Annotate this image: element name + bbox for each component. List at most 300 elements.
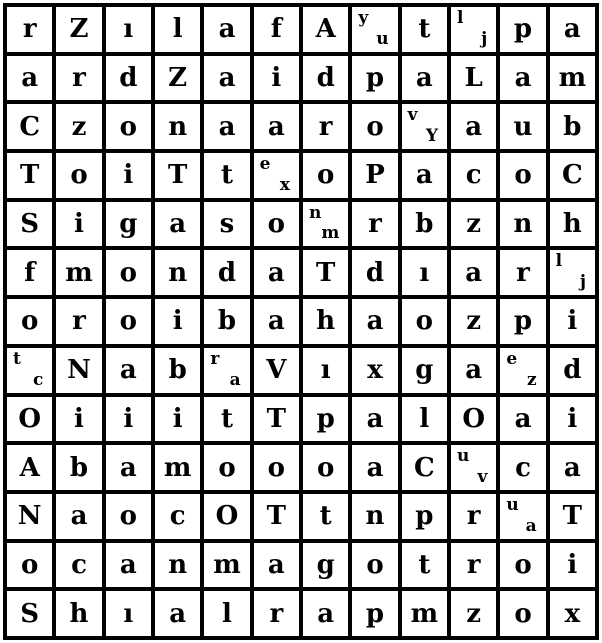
grid-cell[interactable]: [451, 202, 496, 247]
grid-cell[interactable]: [451, 348, 496, 393]
grid-cell[interactable]: [204, 543, 249, 588]
cell-letter: a: [267, 111, 285, 142]
grid-cell[interactable]: [155, 397, 200, 442]
grid-cell[interactable]: [155, 348, 200, 393]
grid-cell[interactable]: [500, 348, 545, 393]
grid-cell[interactable]: [254, 56, 299, 101]
grid-cell[interactable]: [451, 7, 496, 52]
cell-letter: a: [119, 355, 137, 386]
grid-cell[interactable]: [500, 7, 545, 52]
grid-cell[interactable]: [254, 543, 299, 588]
cell-letter: o: [366, 111, 384, 142]
grid-cell[interactable]: [402, 202, 447, 247]
grid-cell[interactable]: [550, 250, 595, 295]
grid-cell[interactable]: [204, 494, 249, 539]
grid-cell[interactable]: [303, 56, 348, 101]
cell-letter: S: [20, 209, 40, 240]
grid-cell[interactable]: [451, 56, 496, 101]
grid-cell[interactable]: [204, 56, 249, 101]
cell-letter: i: [172, 403, 183, 434]
cell-letter: c: [465, 160, 482, 191]
cell-letter-lower: m: [321, 223, 340, 244]
grid-cell[interactable]: [56, 591, 101, 636]
grid-cell[interactable]: [500, 104, 545, 149]
cell-letter: n: [513, 209, 533, 240]
grid-cell[interactable]: [352, 153, 397, 198]
grid-cell[interactable]: [7, 104, 52, 149]
grid-cell[interactable]: [550, 7, 595, 52]
cell-letter: a: [563, 14, 581, 45]
cell-letter: a: [366, 403, 384, 434]
grid-cell[interactable]: [500, 153, 545, 198]
cell-letter: o: [20, 306, 39, 337]
cell-letter: A: [315, 14, 336, 45]
grid-cell[interactable]: [402, 250, 447, 295]
grid-cell[interactable]: [106, 494, 151, 539]
cell-letter: z: [466, 209, 482, 240]
grid-cell[interactable]: [204, 591, 249, 636]
grid-cell[interactable]: [7, 7, 52, 52]
letter-grid: [3, 3, 599, 640]
grid-cell[interactable]: [254, 104, 299, 149]
cell-letter: g: [415, 355, 434, 386]
cell-letter: n: [168, 257, 188, 288]
cell-letter-upper: r: [210, 348, 220, 369]
cell-letter: x: [564, 598, 581, 629]
grid-cell[interactable]: [451, 543, 496, 588]
cell-letter: d: [217, 257, 237, 288]
grid-cell[interactable]: [352, 56, 397, 101]
cell-letter: c: [71, 549, 87, 580]
grid-cell[interactable]: [7, 591, 52, 636]
grid-cell[interactable]: [451, 104, 496, 149]
grid-cell[interactable]: [352, 202, 397, 247]
grid-cell[interactable]: [500, 250, 545, 295]
grid-cell[interactable]: [106, 104, 151, 149]
grid-cell[interactable]: [7, 445, 52, 490]
grid-cell[interactable]: [303, 543, 348, 588]
grid-cell[interactable]: [352, 494, 397, 539]
cell-letter: a: [267, 549, 285, 580]
cell-letter: i: [271, 63, 282, 94]
grid-cell[interactable]: [451, 591, 496, 636]
cell-letter: o: [119, 306, 137, 337]
grid-cell[interactable]: [56, 153, 101, 198]
grid-cell[interactable]: [303, 7, 348, 52]
grid-cell[interactable]: [254, 7, 299, 52]
grid-cell[interactable]: [303, 494, 348, 539]
grid-cell[interactable]: [303, 445, 348, 490]
grid-cell[interactable]: [106, 202, 151, 247]
cell-letter: a: [21, 63, 39, 94]
cell-letter: n: [168, 549, 188, 580]
grid-cell[interactable]: [155, 299, 200, 344]
cell-letter: i: [123, 403, 134, 434]
cell-letter-upper: l: [456, 8, 464, 28]
grid-cell[interactable]: [106, 56, 151, 101]
grid-cell[interactable]: [550, 543, 595, 588]
grid-cell[interactable]: [550, 348, 595, 393]
grid-cell[interactable]: [451, 250, 496, 295]
cell-letter: ı: [320, 355, 331, 386]
grid-cell[interactable]: [451, 397, 496, 442]
cell-letter: a: [317, 598, 335, 629]
grid-cell[interactable]: [303, 202, 348, 247]
cell-letter: z: [466, 306, 482, 337]
cell-letter: ı: [419, 257, 430, 288]
grid-cell[interactable]: [352, 250, 397, 295]
grid-cell[interactable]: [500, 299, 545, 344]
grid-cell[interactable]: [402, 56, 447, 101]
grid-cell[interactable]: [155, 7, 200, 52]
grid-cell[interactable]: [254, 299, 299, 344]
cell-letter: r: [318, 111, 333, 142]
grid-cell[interactable]: [303, 153, 348, 198]
cell-letter: p: [365, 63, 385, 94]
cell-letter: n: [168, 111, 188, 142]
cell-letter: o: [366, 549, 384, 580]
cell-letter: g: [316, 549, 335, 580]
cell-letter: r: [466, 549, 481, 580]
cell-letter: i: [74, 403, 84, 434]
grid-cell[interactable]: [254, 591, 299, 636]
grid-cell[interactable]: [254, 250, 299, 295]
grid-cell[interactable]: [56, 445, 101, 490]
grid-cell[interactable]: [550, 445, 595, 490]
grid-cell[interactable]: [204, 397, 249, 442]
grid-cell[interactable]: [352, 397, 397, 442]
cell-letter: f: [270, 14, 282, 45]
cell-letter: p: [415, 501, 434, 532]
cell-letter: a: [514, 403, 532, 434]
cell-letter: a: [267, 306, 285, 337]
grid-cell[interactable]: [352, 348, 397, 393]
grid-cell[interactable]: [106, 153, 151, 198]
cell-letter: c: [515, 452, 531, 483]
grid-cell[interactable]: [7, 299, 52, 344]
cell-letter: a: [366, 452, 384, 483]
cell-letter-lower: z: [527, 369, 537, 390]
cell-letter: a: [218, 63, 236, 94]
cell-letter: T: [562, 501, 582, 532]
grid-cell[interactable]: [7, 494, 52, 539]
grid-cell[interactable]: [204, 250, 249, 295]
cell-letter: o: [316, 452, 335, 483]
grid-cell[interactable]: [204, 299, 249, 344]
grid-cell[interactable]: [402, 445, 447, 490]
grid-cell[interactable]: [106, 7, 151, 52]
cell-letter: a: [169, 598, 187, 629]
cell-letter: o: [514, 598, 532, 629]
grid-cell[interactable]: [155, 445, 200, 490]
cell-letter: O: [215, 501, 239, 532]
cell-letter: m: [163, 452, 192, 483]
cell-letter: s: [219, 209, 235, 240]
grid-cell[interactable]: [56, 543, 101, 588]
grid-cell[interactable]: [204, 153, 249, 198]
grid-cell[interactable]: [352, 543, 397, 588]
cell-letter: t: [220, 403, 233, 434]
grid-cell[interactable]: [550, 299, 595, 344]
cell-letter: r: [516, 257, 530, 288]
cell-letter: a: [514, 63, 532, 94]
cell-letter: C: [19, 111, 41, 142]
grid-cell[interactable]: [7, 250, 52, 295]
cell-letter: i: [567, 403, 578, 434]
cell-letter-upper: t: [13, 348, 21, 369]
grid-cell[interactable]: [303, 250, 348, 295]
grid-cell[interactable]: [204, 104, 249, 149]
cell-letter: T: [266, 501, 286, 532]
cell-letter-lower: c: [32, 369, 44, 390]
grid-cell[interactable]: [56, 299, 101, 344]
grid-cell[interactable]: [106, 299, 151, 344]
cell-letter: b: [69, 452, 89, 483]
grid-cell[interactable]: [56, 348, 101, 393]
cell-letter: n: [365, 501, 385, 532]
cell-letter: o: [267, 209, 285, 240]
cell-letter: i: [567, 549, 578, 580]
cell-letter: o: [20, 549, 39, 580]
cell-letter-upper: u: [506, 494, 519, 515]
cell-letter: C: [561, 160, 583, 191]
grid-cell[interactable]: [106, 445, 151, 490]
grid-cell[interactable]: [352, 445, 397, 490]
grid-cell[interactable]: [402, 104, 447, 149]
cell-letter-upper: y: [358, 8, 369, 28]
grid-cell[interactable]: [155, 153, 200, 198]
grid-cell[interactable]: [106, 543, 151, 588]
cell-letter: m: [213, 549, 241, 580]
grid-cell[interactable]: [106, 591, 151, 636]
cell-letter: o: [119, 501, 137, 532]
grid-cell[interactable]: [303, 397, 348, 442]
cell-letter: a: [563, 452, 581, 483]
grid-cell[interactable]: [402, 494, 447, 539]
cell-letter: T: [19, 160, 40, 191]
grid-cell[interactable]: [254, 348, 299, 393]
cell-letter: m: [558, 63, 587, 94]
cell-letter: o: [415, 306, 433, 337]
cell-letter: N: [17, 501, 42, 532]
cell-letter-upper: v: [407, 105, 418, 126]
cell-letter: C: [413, 452, 435, 483]
cell-letter: N: [67, 355, 91, 386]
cell-letter-upper: n: [308, 202, 322, 223]
grid-cell[interactable]: [352, 299, 397, 344]
grid-cell[interactable]: [254, 202, 299, 247]
grid-cell[interactable]: [155, 202, 200, 247]
grid-cell[interactable]: [402, 7, 447, 52]
grid-cell[interactable]: [106, 348, 151, 393]
grid-cell[interactable]: [402, 348, 447, 393]
cell-letter: o: [119, 257, 137, 288]
cell-letter: p: [365, 598, 385, 629]
cell-letter: i: [74, 209, 84, 240]
cell-letter: Z: [69, 14, 89, 45]
cell-letter: o: [119, 111, 137, 142]
cell-letter: r: [72, 63, 86, 94]
grid-cell[interactable]: [500, 56, 545, 101]
cell-letter: T: [266, 403, 286, 434]
grid-cell[interactable]: [303, 104, 348, 149]
grid-cell[interactable]: [56, 56, 101, 101]
cell-letter: ı: [123, 14, 134, 45]
cell-letter: a: [267, 257, 285, 288]
grid-cell[interactable]: [155, 543, 200, 588]
cell-letter-upper: e: [506, 348, 518, 369]
grid-cell[interactable]: [204, 202, 249, 247]
cell-letter: d: [563, 355, 582, 386]
cell-letter: b: [168, 355, 187, 386]
cell-letter: T: [315, 257, 336, 288]
cell-letter: t: [319, 501, 332, 532]
grid-cell[interactable]: [550, 104, 595, 149]
grid-cell[interactable]: [402, 543, 447, 588]
cell-letter: x: [367, 355, 383, 386]
cell-letter: O: [462, 403, 485, 434]
cell-letter-lower: v: [477, 466, 488, 487]
cell-letter: a: [415, 160, 433, 191]
grid-cell[interactable]: [402, 591, 447, 636]
grid-cell[interactable]: [106, 397, 151, 442]
grid-cell[interactable]: [254, 153, 299, 198]
cell-letter: V: [266, 355, 287, 386]
grid-cell[interactable]: [500, 202, 545, 247]
cell-letter: m: [410, 598, 439, 629]
grid-cell[interactable]: [402, 397, 447, 442]
cell-letter: p: [513, 14, 533, 45]
grid-cell[interactable]: [7, 397, 52, 442]
grid-cell[interactable]: [254, 445, 299, 490]
cell-letter: l: [222, 598, 232, 629]
grid-cell[interactable]: [402, 299, 447, 344]
grid-cell[interactable]: [352, 591, 397, 636]
cell-letter: T: [167, 160, 188, 191]
grid-cell[interactable]: [56, 494, 101, 539]
grid-cell[interactable]: [7, 202, 52, 247]
cell-letter: S: [20, 598, 40, 629]
grid-cell[interactable]: [550, 591, 595, 636]
cell-letter: z: [466, 598, 482, 629]
cell-letter-lower: j: [481, 28, 488, 49]
grid-cell[interactable]: [7, 348, 52, 393]
grid-cell[interactable]: [500, 543, 545, 588]
grid-cell[interactable]: [500, 494, 545, 539]
grid-cell[interactable]: [550, 153, 595, 198]
cell-letter: a: [465, 355, 483, 386]
grid-cell[interactable]: [7, 543, 52, 588]
cell-letter: d: [365, 257, 385, 288]
cell-letter: d: [316, 63, 335, 94]
grid-cell[interactable]: [204, 348, 249, 393]
cell-letter-lower: u: [376, 28, 389, 49]
grid-cell[interactable]: [204, 7, 249, 52]
grid-cell[interactable]: [303, 591, 348, 636]
grid-cell[interactable]: [56, 7, 101, 52]
grid-cell[interactable]: [451, 299, 496, 344]
cell-letter: r: [466, 501, 481, 532]
grid-cell[interactable]: [7, 56, 52, 101]
cell-letter: o: [514, 549, 532, 580]
grid-cell[interactable]: [550, 56, 595, 101]
grid-cell[interactable]: [402, 153, 447, 198]
grid-cell[interactable]: [451, 494, 496, 539]
cell-letter: a: [119, 549, 137, 580]
grid-cell[interactable]: [352, 7, 397, 52]
grid-cell[interactable]: [56, 104, 101, 149]
cell-letter: u: [513, 111, 533, 142]
cell-letter: a: [169, 209, 187, 240]
cell-letter: t: [418, 14, 431, 45]
cell-letter: a: [366, 306, 384, 337]
cell-letter: ı: [123, 598, 134, 629]
cell-letter: Z: [168, 63, 188, 94]
cell-letter: h: [69, 598, 89, 629]
cell-letter: a: [218, 14, 236, 45]
cell-letter: P: [365, 160, 385, 191]
grid-cell[interactable]: [451, 445, 496, 490]
grid-cell[interactable]: [56, 250, 101, 295]
grid-cell[interactable]: [155, 591, 200, 636]
grid-cell[interactable]: [56, 397, 101, 442]
cell-letter-lower: a: [525, 515, 537, 536]
grid-cell[interactable]: [254, 397, 299, 442]
cell-letter: l: [172, 14, 183, 45]
cell-letter: t: [220, 160, 233, 191]
cell-letter-lower: j: [579, 272, 586, 293]
grid-cell[interactable]: [303, 299, 348, 344]
cell-letter: m: [65, 257, 93, 288]
cell-letter: b: [217, 306, 237, 337]
cell-letter: a: [70, 501, 88, 532]
grid-cell[interactable]: [451, 153, 496, 198]
grid-cell[interactable]: [550, 202, 595, 247]
grid-cell[interactable]: [155, 56, 200, 101]
cell-letter: o: [70, 160, 88, 191]
grid-cell[interactable]: [155, 104, 200, 149]
cell-letter: o: [316, 160, 335, 191]
grid-cell[interactable]: [500, 397, 545, 442]
cell-letter: l: [419, 403, 430, 434]
grid-cell[interactable]: [303, 348, 348, 393]
grid-cell[interactable]: [550, 494, 595, 539]
grid-cell[interactable]: [500, 445, 545, 490]
grid-cell[interactable]: [56, 202, 101, 247]
grid-cell[interactable]: [352, 104, 397, 149]
cell-letter: g: [119, 209, 138, 240]
grid-cell[interactable]: [106, 250, 151, 295]
grid-cell[interactable]: [254, 494, 299, 539]
cell-letter: o: [267, 452, 285, 483]
grid-cell[interactable]: [155, 494, 200, 539]
cell-letter: h: [562, 209, 582, 240]
grid-cell[interactable]: [550, 397, 595, 442]
grid-cell[interactable]: [155, 250, 200, 295]
cell-letter: i: [172, 306, 183, 337]
cell-letter: a: [119, 452, 137, 483]
cell-letter-upper: l: [555, 251, 563, 272]
grid-cell[interactable]: [7, 153, 52, 198]
cell-letter: p: [316, 403, 335, 434]
grid-cell[interactable]: [204, 445, 249, 490]
cell-letter: o: [514, 160, 532, 191]
cell-letter: r: [368, 209, 382, 240]
cell-letter: d: [119, 63, 138, 94]
cell-letter: c: [169, 501, 186, 532]
grid-cell[interactable]: [500, 591, 545, 636]
cell-letter: a: [465, 111, 483, 142]
